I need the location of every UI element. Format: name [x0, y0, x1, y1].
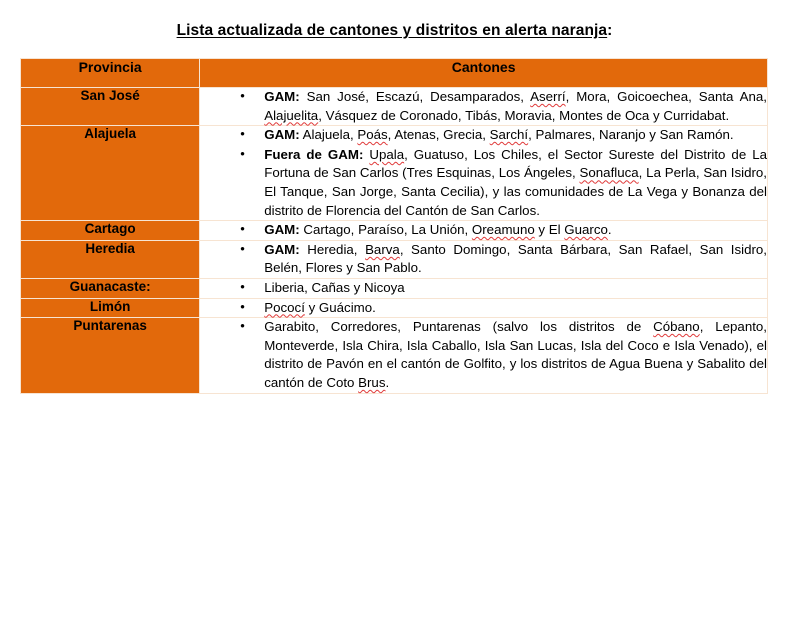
cantones-cell: [200, 318, 768, 393]
bullet-lead-label: GAM:: [264, 222, 300, 238]
spellcheck-word: Pococí: [264, 299, 305, 315]
bullet-lead-label: GAM:: [264, 89, 300, 104]
list-item: [238, 126, 767, 145]
province-cell: Heredia: [21, 240, 200, 278]
province-cell: Limón: [21, 298, 200, 318]
table-row: [21, 126, 768, 221]
spellcheck-word: Alajuelita: [264, 107, 319, 123]
bullet-text: Garabito, Corredores, Puntarenas (salvo los distritos de Cóbano, Lepanto, Monteverde, Isla Chira, Isla Caballo, Isla San Lucas, Isla del Coco e Isla Venado), el distrito de Pavón en el cantón de Golfito, y los distritos de Agua Buena y Sabalito del cantón de Coto Brus.: [264, 319, 767, 390]
bullet-text: Heredia, Barva, Santo Domingo, Santa Bárbara, San Rafael, San Isidro, Belén, Flores y San Pablo.: [264, 241, 767, 276]
canton-bullet-list: [200, 279, 767, 298]
canton-bullet-list: [200, 299, 767, 318]
list-item: [238, 88, 767, 125]
page-title-colon: :: [607, 22, 613, 39]
canton-bullet-list: [200, 126, 767, 220]
list-item: [238, 241, 767, 278]
province-cell: Guanacaste:: [21, 278, 200, 298]
bullet-lead-label: GAM:: [264, 127, 300, 143]
bullet-lead-label: GAM:: [264, 241, 300, 257]
bullet-text: San José, Escazú, Desamparados, Aserrí, Mora, Goicoechea, Santa Ana, Alajuelita, Vásquez de Coronado, Tibás, Moravia, Montes de Oca y Curridabat.: [264, 89, 767, 123]
canton-bullet-list: [200, 88, 767, 125]
table-row: [21, 318, 768, 393]
spellcheck-word: Guarco: [564, 222, 608, 238]
canton-bullet-list: [200, 318, 767, 392]
table-body: [21, 88, 768, 394]
canton-bullet-list: [200, 221, 767, 240]
spellcheck-word: Aserrí: [530, 89, 566, 104]
list-item: [238, 299, 767, 318]
province-cell: Cartago: [21, 221, 200, 241]
bullet-text: Upala, Guatuso, Los Chiles, el Sector Sureste del Distrito de La Fortuna de San Carlos (Tres Esquinas, Los Ángeles, Sonafluca, La Perla, San Isidro, El Tanque, San Jorge, Santa Cecilia), y las comunidades de La Vega y Bonanza del distrito de Florencia del Cantón de San Carlos.: [264, 146, 767, 218]
canton-bullet-list: [200, 241, 767, 278]
spellcheck-word: Sonafluca: [579, 165, 639, 181]
alert-table: [20, 58, 768, 394]
bullet-text: Alajuela, Poás, Atenas, Grecia, Sarchí, Palmares, Naranjo y San Ramón.: [299, 127, 734, 143]
spellcheck-word: Cóbano: [653, 319, 700, 335]
spellcheck-word: Poás: [357, 127, 388, 143]
cantones-cell: [200, 240, 768, 278]
column-header-cantones: Cantones: [200, 59, 768, 88]
table-row: [21, 298, 768, 318]
list-item: [238, 318, 767, 392]
province-cell: San José: [21, 88, 200, 126]
table-row: [21, 88, 768, 126]
spellcheck-word: Sarchí: [489, 127, 529, 143]
list-item: [238, 146, 767, 220]
cantones-cell: [200, 278, 768, 298]
table-header: [21, 59, 768, 88]
province-cell: Alajuela: [21, 126, 200, 221]
bullet-text: Cartago, Paraíso, La Unión, Oreamuno y El Guarco.: [299, 222, 612, 238]
spellcheck-word: Oreamuno: [471, 222, 535, 238]
table-row: [21, 221, 768, 241]
column-header-provincia: Provincia: [21, 59, 200, 88]
cantones-cell: [200, 298, 768, 318]
province-cell: Puntarenas: [21, 318, 200, 393]
list-item: [238, 221, 767, 240]
table-row: [21, 240, 768, 278]
bullet-lead-label: Fuera de GAM:: [264, 146, 364, 162]
page-title: [0, 22, 789, 40]
table-row: [21, 278, 768, 298]
table-header-row: [21, 59, 768, 88]
cantones-cell: [200, 126, 768, 221]
spellcheck-word: Upala: [369, 146, 405, 162]
list-item: [238, 279, 767, 298]
bullet-text: Liberia, Cañas y Nicoya: [264, 279, 405, 295]
spellcheck-word: Brus: [358, 374, 386, 390]
page-title-text: Lista actualizada de cantones y distritos en alerta naranja: [176, 22, 608, 39]
cantones-cell: [200, 88, 768, 126]
spellcheck-word: Barva: [365, 241, 400, 257]
bullet-text: Pococí y Guácimo.: [264, 299, 376, 315]
cantones-cell: [200, 221, 768, 241]
